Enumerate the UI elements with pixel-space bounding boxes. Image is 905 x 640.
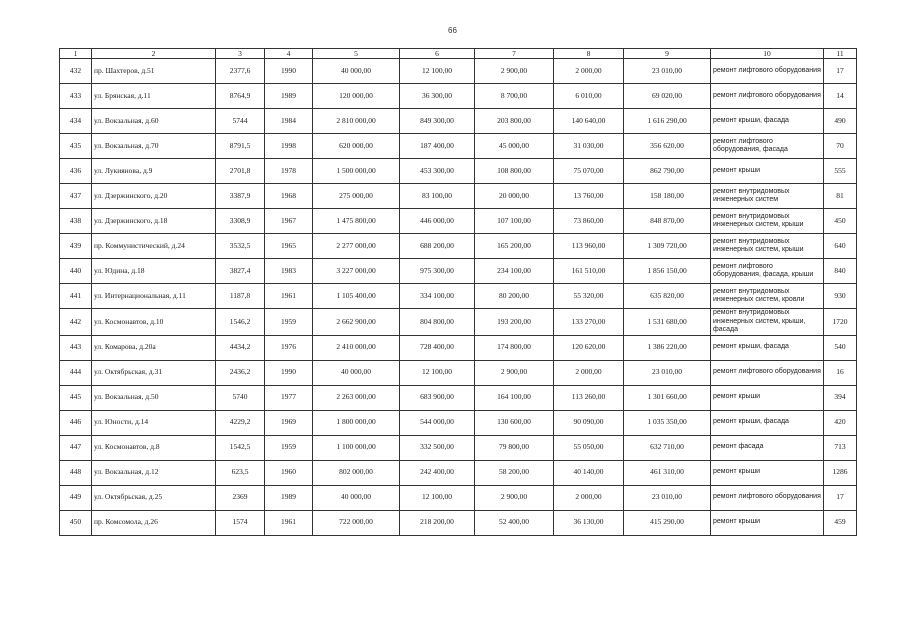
cell-cost-col9: 1 309 720,00 [624,234,711,259]
table-row [60,209,857,234]
cell-col11: 713 [824,435,857,460]
cell-col11: 394 [824,385,857,410]
table-row [60,460,857,485]
cell-cost-col6: 334 100,00 [400,284,475,309]
cell-row-number: 447 [60,435,92,460]
cell-area: 3827,4 [216,259,265,284]
cell-address: пр. Комсомола, д.26 [92,510,216,535]
cell-cost-col8: 120 620,00 [554,335,624,360]
cell-row-number: 439 [60,234,92,259]
cell-area: 3532,5 [216,234,265,259]
cell-year: 1959 [265,309,313,336]
column-number-8: 8 [554,49,624,59]
cell-cost-col6: 453 300,00 [400,159,475,184]
cell-year: 1983 [265,259,313,284]
cell-cost-col8: 113 260,00 [554,385,624,410]
cell-col11: 640 [824,234,857,259]
cell-year: 1989 [265,485,313,510]
table-row [60,485,857,510]
cell-address: ул. Октябрьская, д.25 [92,485,216,510]
cell-cost-col6: 975 300,00 [400,259,475,284]
cell-cost-col6: 218 200,00 [400,510,475,535]
cell-cost-col6: 683 900,00 [400,385,475,410]
table-row [60,134,857,159]
cell-cost-col9: 1 386 220,00 [624,335,711,360]
cell-cost-col6: 728 400,00 [400,335,475,360]
cell-col11: 540 [824,335,857,360]
column-number-9: 9 [624,49,711,59]
cell-area: 3308,9 [216,209,265,234]
cell-cost-col9: 356 620,00 [624,134,711,159]
cell-cost-col6: 187 400,00 [400,134,475,159]
cell-year: 1969 [265,410,313,435]
cell-total-cost: 1 500 000,00 [313,159,400,184]
column-number-4: 4 [265,49,313,59]
cell-row-number: 446 [60,410,92,435]
cell-address: ул. Вокзальная, д.70 [92,134,216,159]
cell-col11: 450 [824,209,857,234]
page-number: 66 [448,26,457,35]
cell-year: 1960 [265,460,313,485]
cell-cost-col6: 83 100,00 [400,184,475,209]
cell-work-type: ремонт внутридомовых инженерных систем, крыши, фасада [711,309,824,336]
cell-cost-col7: 8 700,00 [475,84,554,109]
cell-cost-col6: 12 100,00 [400,59,475,84]
cell-row-number: 438 [60,209,92,234]
column-number-1: 1 [60,49,92,59]
cell-cost-col7: 130 600,00 [475,410,554,435]
table-row [60,184,857,209]
cell-work-type: ремонт внутридомовых инженерных систем [711,184,824,209]
cell-address: ул. Вокзальная, д.60 [92,109,216,134]
cell-area: 1542,5 [216,435,265,460]
table-row [60,435,857,460]
cell-cost-col7: 193 200,00 [475,309,554,336]
cell-cost-col9: 158 180,00 [624,184,711,209]
cell-row-number: 450 [60,510,92,535]
table-row [60,510,857,535]
cell-area: 3387,9 [216,184,265,209]
cell-cost-col6: 849 300,00 [400,109,475,134]
cell-cost-col6: 544 000,00 [400,410,475,435]
cell-work-type: ремонт крыши [711,385,824,410]
cell-col11: 420 [824,410,857,435]
cell-cost-col6: 36 300,00 [400,84,475,109]
cell-area: 1546,2 [216,309,265,336]
cell-cost-col7: 2 900,00 [475,59,554,84]
cell-total-cost: 1 800 000,00 [313,410,400,435]
table-row [60,234,857,259]
cell-address: ул. Космонавтов, д.10 [92,309,216,336]
cell-col11: 14 [824,84,857,109]
cell-work-type: ремонт лифтового оборудования, фасада [711,134,824,159]
cell-cost-col8: 75 070,00 [554,159,624,184]
cell-total-cost: 2 662 900,00 [313,309,400,336]
column-number-3: 3 [216,49,265,59]
table-row [60,335,857,360]
cell-row-number: 433 [60,84,92,109]
cell-area: 1574 [216,510,265,535]
cell-cost-col7: 52 400,00 [475,510,554,535]
cell-cost-col8: 31 030,00 [554,134,624,159]
cell-address: ул. Брянская, д.11 [92,84,216,109]
cell-address: ул. Вокзальная, д.50 [92,385,216,410]
cell-area: 2436,2 [216,360,265,385]
cell-work-type: ремонт лифтового оборудования [711,84,824,109]
cell-row-number: 437 [60,184,92,209]
cell-area: 2369 [216,485,265,510]
cell-cost-col8: 55 320,00 [554,284,624,309]
cell-work-type: ремонт крыши [711,460,824,485]
cell-cost-col7: 80 200,00 [475,284,554,309]
cell-work-type: ремонт лифтового оборудования [711,59,824,84]
cell-area: 8791,5 [216,134,265,159]
cell-year: 1959 [265,435,313,460]
cell-row-number: 434 [60,109,92,134]
cell-area: 2377,6 [216,59,265,84]
cell-row-number: 436 [60,159,92,184]
cell-cost-col6: 332 500,00 [400,435,475,460]
cell-col11: 17 [824,485,857,510]
cell-total-cost: 722 000,00 [313,510,400,535]
cell-total-cost: 802 000,00 [313,460,400,485]
cell-cost-col7: 203 800,00 [475,109,554,134]
table-row [60,410,857,435]
cell-area: 4434,2 [216,335,265,360]
cell-year: 1967 [265,209,313,234]
cell-work-type: ремонт крыши [711,159,824,184]
cell-cost-col7: 2 900,00 [475,485,554,510]
cell-cost-col7: 20 000,00 [475,184,554,209]
cell-cost-col9: 23 010,00 [624,485,711,510]
cell-row-number: 448 [60,460,92,485]
cell-col11: 1286 [824,460,857,485]
cell-cost-col8: 90 090,00 [554,410,624,435]
cell-address: пр. Шахтеров, д.51 [92,59,216,84]
cell-year: 1990 [265,59,313,84]
cell-year: 1984 [265,109,313,134]
cell-row-number: 442 [60,309,92,336]
cell-area: 623,5 [216,460,265,485]
cell-total-cost: 620 000,00 [313,134,400,159]
cell-col11: 930 [824,284,857,309]
cell-year: 1976 [265,335,313,360]
cell-year: 1978 [265,159,313,184]
cell-cost-col9: 415 290,00 [624,510,711,535]
table-row [60,309,857,336]
cell-col11: 459 [824,510,857,535]
cell-work-type: ремонт крыши, фасада [711,335,824,360]
cell-cost-col8: 13 760,00 [554,184,624,209]
column-number-6: 6 [400,49,475,59]
cell-row-number: 440 [60,259,92,284]
cell-work-type: ремонт лифтового оборудования [711,485,824,510]
cell-address: ул. Интернациональная, д.11 [92,284,216,309]
cell-total-cost: 40 000,00 [313,59,400,84]
cell-cost-col9: 632 710,00 [624,435,711,460]
cell-cost-col9: 23 010,00 [624,59,711,84]
cell-address: ул. Юности, д.14 [92,410,216,435]
cell-cost-col7: 234 100,00 [475,259,554,284]
cell-total-cost: 40 000,00 [313,485,400,510]
cell-address: ул. Лукиянова, д.9 [92,159,216,184]
cell-cost-col7: 79 800,00 [475,435,554,460]
cell-address: ул. Дзержинского, д.20 [92,184,216,209]
repair-registry-table [59,48,857,536]
cell-cost-col6: 12 100,00 [400,360,475,385]
cell-cost-col6: 446 000,00 [400,209,475,234]
cell-col11: 16 [824,360,857,385]
cell-col11: 81 [824,184,857,209]
cell-year: 1998 [265,134,313,159]
cell-total-cost: 2 410 000,00 [313,335,400,360]
cell-address: пр. Коммунистический, д.24 [92,234,216,259]
cell-year: 1961 [265,284,313,309]
cell-address: ул. Юдина, д.18 [92,259,216,284]
cell-cost-col9: 461 310,00 [624,460,711,485]
cell-cost-col9: 635 820,00 [624,284,711,309]
table-row [60,284,857,309]
cell-cost-col9: 23 010,00 [624,360,711,385]
cell-cost-col8: 140 640,00 [554,109,624,134]
cell-total-cost: 40 000,00 [313,360,400,385]
cell-row-number: 449 [60,485,92,510]
cell-total-cost: 1 475 800,00 [313,209,400,234]
cell-cost-col8: 2 000,00 [554,59,624,84]
cell-work-type: ремонт фасада [711,435,824,460]
cell-area: 1187,8 [216,284,265,309]
cell-work-type: ремонт лифтового оборудования, фасада, крыши [711,259,824,284]
cell-year: 1990 [265,360,313,385]
cell-row-number: 443 [60,335,92,360]
cell-col11: 17 [824,59,857,84]
cell-col11: 840 [824,259,857,284]
table-row [60,109,857,134]
cell-address: ул. Космонавтов, д.8 [92,435,216,460]
cell-address: ул. Вокзальная, д.12 [92,460,216,485]
cell-cost-col8: 73 860,00 [554,209,624,234]
cell-work-type: ремонт внутридомовых инженерных систем, крыши [711,234,824,259]
cell-area: 5744 [216,109,265,134]
cell-cost-col9: 69 020,00 [624,84,711,109]
column-number-7: 7 [475,49,554,59]
cell-row-number: 432 [60,59,92,84]
cell-cost-col6: 804 800,00 [400,309,475,336]
cell-cost-col8: 40 140,00 [554,460,624,485]
cell-work-type: ремонт внутридомовых инженерных систем, крыши [711,209,824,234]
cell-year: 1968 [265,184,313,209]
cell-col11: 490 [824,109,857,134]
cell-cost-col9: 1 856 150,00 [624,259,711,284]
cell-col11: 70 [824,134,857,159]
cell-cost-col7: 45 000,00 [475,134,554,159]
cell-address: ул. Комарова, д.20а [92,335,216,360]
table-row [60,59,857,84]
table-row [60,360,857,385]
cell-address: ул. Октябрьская, д.31 [92,360,216,385]
cell-cost-col7: 107 100,00 [475,209,554,234]
cell-area: 5740 [216,385,265,410]
cell-cost-col8: 113 960,00 [554,234,624,259]
cell-work-type: ремонт крыши, фасада [711,109,824,134]
cell-cost-col9: 848 870,00 [624,209,711,234]
cell-area: 2701,8 [216,159,265,184]
cell-total-cost: 1 100 000,00 [313,435,400,460]
cell-cost-col9: 1 035 350,00 [624,410,711,435]
table-row [60,385,857,410]
cell-cost-col6: 688 200,00 [400,234,475,259]
column-number-10: 10 [711,49,824,59]
cell-cost-col8: 2 000,00 [554,485,624,510]
cell-total-cost: 120 000,00 [313,84,400,109]
cell-cost-col7: 164 100,00 [475,385,554,410]
cell-col11: 1720 [824,309,857,336]
cell-work-type: ремонт крыши [711,510,824,535]
cell-cost-col9: 1 531 680,00 [624,309,711,336]
cell-cost-col9: 1 616 290,00 [624,109,711,134]
cell-cost-col7: 2 900,00 [475,360,554,385]
table-row [60,84,857,109]
cell-work-type: ремонт внутридомовых инженерных систем, кровли [711,284,824,309]
table-body [60,49,857,536]
column-number-11: 11 [824,49,857,59]
cell-total-cost: 1 105 400,00 [313,284,400,309]
cell-cost-col8: 2 000,00 [554,360,624,385]
cell-total-cost: 2 263 000,00 [313,385,400,410]
cell-col11: 555 [824,159,857,184]
cell-cost-col7: 165 200,00 [475,234,554,259]
cell-total-cost: 2 810 000,00 [313,109,400,134]
cell-cost-col6: 12 100,00 [400,485,475,510]
cell-row-number: 445 [60,385,92,410]
cell-cost-col7: 174 800,00 [475,335,554,360]
table-row [60,159,857,184]
cell-cost-col8: 55 050,00 [554,435,624,460]
cell-cost-col6: 242 400,00 [400,460,475,485]
cell-cost-col8: 161 510,00 [554,259,624,284]
cell-area: 8764,9 [216,84,265,109]
cell-cost-col9: 862 790,00 [624,159,711,184]
cell-year: 1965 [265,234,313,259]
cell-row-number: 444 [60,360,92,385]
cell-cost-col9: 1 301 660,00 [624,385,711,410]
table-row [60,259,857,284]
cell-cost-col8: 133 270,00 [554,309,624,336]
column-number-2: 2 [92,49,216,59]
cell-year: 1961 [265,510,313,535]
cell-year: 1989 [265,84,313,109]
cell-work-type: ремонт лифтового оборудования [711,360,824,385]
cell-year: 1977 [265,385,313,410]
column-number-row [60,49,857,59]
cell-cost-col8: 36 130,00 [554,510,624,535]
cell-address: ул. Дзержинского, д.18 [92,209,216,234]
cell-cost-col7: 58 200,00 [475,460,554,485]
column-number-5: 5 [313,49,400,59]
cell-total-cost: 2 277 000,00 [313,234,400,259]
cell-area: 4229,2 [216,410,265,435]
cell-cost-col8: 6 010,00 [554,84,624,109]
cell-total-cost: 3 227 000,00 [313,259,400,284]
cell-cost-col7: 108 800,00 [475,159,554,184]
cell-row-number: 441 [60,284,92,309]
cell-row-number: 435 [60,134,92,159]
cell-total-cost: 275 000,00 [313,184,400,209]
cell-work-type: ремонт крыши, фасада [711,410,824,435]
